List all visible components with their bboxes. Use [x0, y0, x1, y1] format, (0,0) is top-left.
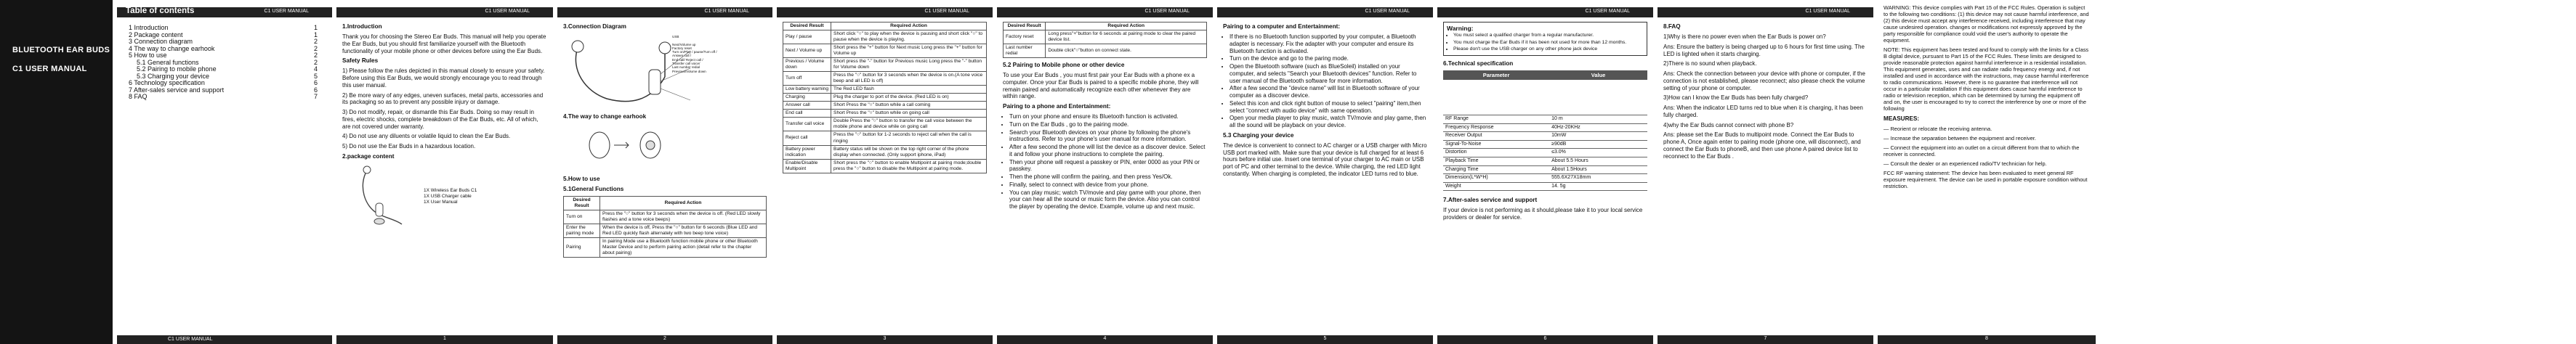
page-7	[1658, 0, 1873, 344]
page-1	[336, 0, 553, 344]
toc-item[interactable]: 5.1 General functions 2	[137, 58, 318, 66]
functions-table-end: Desired Result Required Action Factory reset Long press"+"button for 6 seconds at pairing mode to clear the paired device list. Last number redial Double click"○"button on connect state.	[1003, 22, 1207, 58]
aftersales-text: If your device is not performing as it should,please take it to your local service providers or dealer for service.	[1443, 207, 1643, 221]
table-row: Dimension(L*W*H) 555.6X27X18mm	[1443, 174, 1647, 183]
faq-item: Ans: When the indicator LED turns red to blue when it is charging, it has been fully charged.	[1663, 105, 1863, 118]
warning-box: Warning: • You must select a qualified charger from a regular manufacturer. • You must charge the Ear Buds if it has been not used for more than 12 months. • Please don't use the USB charger on any other phone jack device	[1443, 22, 1647, 56]
table-row: Frequency Response 40Hz-20KHz	[1443, 123, 1647, 132]
phone-pairing-steps: • Turn on your phone and ensure its Bluetooth function is activated. • Turn on the Ear Buds , go to the pairing mode. • Search your Bluetooth devices on your phone by following the phone's instructions. Refer to your phone's user manual for more information. • After a few second the phone will list the device as a discover device. Select it and follow your phone instructions to complete the pairing. • Then your phone will request a passkey or PIN, enter 0000 as your PIN or passkey. • Then the phone will confirm the pairing, and then press Yes/Ok. • Finally, select to connect with device from your phone. • You can play music; watch TV/movie and play game with your phone, then your can hear all the sound or music form the device. Also you can control the player by operating the device. Example, volume up and next music.	[1003, 113, 1207, 210]
earhook-heading: 4.The way to change earhook	[563, 113, 647, 120]
table-row: Turn off Press the "○" button for 3 seconds when the device is on.(A tone voice beep and all LED is off)	[783, 72, 987, 86]
table-row: Pairing In pairing Mode use a Bluetooth function mobile phone or other Bluetooth Master Device and to perform pairing action (detail refer to the chapter about pairing)	[564, 238, 767, 258]
diagram-labels: USB Next/Volume up Factory reset Turn on/Play / pause/Turn off / Answer call / End call/ Reject call / Transfer call voice/ Last number redial Previous/Volume down	[672, 35, 717, 73]
toc-title: Table of contents	[126, 7, 195, 15]
charging-heading: 5.3 Charging your device	[1223, 131, 1294, 139]
measure-item: — Reorient or relocate the receiving antenna.	[1883, 125, 1992, 132]
page-8	[1878, 0, 2096, 344]
page-footer: 1	[336, 335, 553, 344]
warning-title: Warning:	[1447, 25, 1474, 32]
fcc-note: NOTE: This equipment has been tested and found to comply with the limits for a Class B digital device, pursuant to Part 15 of the FCC Rules. These limits are designed to provide reasonable protection against harmful interference in a residential installation. This equipment generates, uses and can radiate radio frequency energy and, if not installed and used in accordance with the instructions, may cause harmful interference to radio communications. However, there is no guarantee that interference will not occur in a particular installation If this equipment does cause harmful interference to radio or television reception, which can be determined by turning the equipment off and on, the user is encouraged to try to correct the interference by one or more of the following	[1883, 46, 2089, 112]
page-header: C1 USER MANUAL	[336, 7, 553, 17]
page-footer: 5	[1217, 335, 1433, 344]
table-row: Enable/Disable Multipoint Short press the "○" button to enable Multipoint at pairing mode;double press the "○" button to disable the Multipoint at pairing mode.	[783, 159, 987, 173]
measure-item: — Connect the equipment into an outlet on a circuit different from that to which the receiver is connected.	[1883, 144, 2080, 157]
toc-item[interactable]: 5.3 Charging your device 5	[137, 72, 318, 80]
table-row: Playback Time About 5.5 Hours	[1443, 157, 1647, 166]
computer-pairing-steps: • If there is no Bluetooth function supported by your computer, a Bluetooth adapter is necessary. Fix the adapter with your computer and ensure its Bluetooth function is activated. • Turn on the device and go to the paring mode. • Open the Bluetooth software (such as BlueSoleil) installed on your computer, and selects "Search your Bluetooth devices" function. Refer to user manual of the Bluetooth software for more information. • After a few second the "device name" will list in Bluetooth software of your computer as a discover device. • Select this icon and click right button of mouse to select "pairing" item,then select "connect with audio device" with same operation. • Open your media player to play music, watch TV/movie and play game, then all the sound will be playback on your device.	[1223, 33, 1427, 129]
cover-subtitle: C1 USER MANUAL	[12, 65, 87, 73]
connection-diagram	[563, 33, 767, 112]
table-row: Last number redial Double click"○"button on connect state.	[1004, 44, 1207, 58]
toc-item[interactable]: 2 Package content 1	[129, 30, 318, 38]
page-4-content	[1003, 22, 1207, 213]
package-item: 1X User Manual	[424, 199, 458, 205]
cover-title: BLUETOOTH EAR BUDS	[12, 46, 110, 54]
functions-table: Desired Result Required Action Turn on Press the "○" button for 3 seconds when the device is off. (Red LED slowly flashes and a tone voice beeps) Enter the pairing mode When the device is off, Press the "○" button for 6 seconds (Blue LED and Red LED quickly flash alternately with two beep tone voice) Pairing In pairing Mode use a Bluetooth function mobile phone or other Bluetooth Master Device and to perform pairing action (detail refer to the chapter about pairing)	[563, 196, 767, 258]
page-2	[557, 0, 772, 344]
faq-item: 4)why the Ear Buds cannot connect with phone B?	[1663, 121, 1794, 128]
table-row: Receiver Output 10mW	[1443, 132, 1647, 141]
rf-warning: FCC RF warning statement: The device has been evaluated to meet general RF exposure requirement. The device can be used in portable exposure condition without restriction.	[1883, 169, 2088, 189]
package-illustration	[342, 163, 547, 229]
cover-panel	[0, 0, 113, 344]
general-functions-heading: 5.1General Functions	[563, 186, 624, 192]
page-header: C1 USER MANUAL	[777, 7, 993, 17]
faq-item: Ans: Ensure the battery is being charged up to 6 hours for first time using. The LED is lighted when it starts charging.	[1663, 43, 1865, 57]
diagram-heading: 3.Connection Diagram	[563, 23, 626, 30]
table-row: Enter the pairing mode When the device is off, Press the "○" button for 6 seconds (Blue LED and Red LED quickly flash alternately with two beep tone voice)	[564, 224, 767, 238]
page-footer: 7	[1658, 335, 1873, 344]
table-row: Factory reset Long press"+"button for 6 seconds at pairing mode to clear the paired device list.	[1004, 30, 1207, 44]
toc-page	[117, 0, 332, 344]
page-1-content	[342, 22, 547, 229]
faq-item: Ans: Check the connection between your device with phone or computer, if the connection is not established, please reconnect; also please check the volume setting of your phone or computer.	[1663, 70, 1865, 91]
page-footer: C1 USER MANUAL	[117, 335, 332, 344]
table-row: Previous / Volume down Short press the "-" button for Previous music Long press the "-" button for Volume down	[783, 58, 987, 72]
toc-item[interactable]: 4 The way to change earhook 2	[129, 44, 318, 52]
earhook-illustration	[563, 123, 767, 174]
package-heading: 2.package content	[342, 152, 395, 160]
toc-item[interactable]: 5.2 Pairing to mobile phone 4	[137, 65, 318, 73]
package-item: 1X Wireless Ear Buds C1	[424, 187, 477, 193]
earbuds-illustration	[358, 163, 409, 229]
toc-item[interactable]: 8 FAQ 7	[129, 93, 318, 100]
safety-rule: 4) Do not use any diluents or volatile liquid to clean the Ear Buds.	[342, 133, 511, 140]
faq-item: 2)There is no sound when playback.	[1663, 60, 1757, 67]
safety-rule: 3) Do not modify, repair, or dismantle this Ear Buds. Doing so may result in fires, electric shocks, complete breakdown of the Ear Buds, etc. All of which, are not covered under warranty.	[342, 109, 538, 130]
table-row: Next / Volume up Short press the "+" button for Next music Long press the "+" button for Volume up	[783, 44, 987, 58]
computer-pairing-heading: Pairing to a computer and Entertainment:	[1223, 23, 1341, 30]
table-row: RF Range 10 m	[1443, 115, 1647, 124]
table-row: End call Short Press the "○" button while on going call	[783, 110, 987, 118]
package-item: 1X USB Charger cable	[424, 193, 472, 199]
pairing-heading: 5.2 Pairing to Mobile phone or other device	[1003, 62, 1125, 69]
faq-heading: 8.FAQ	[1663, 23, 1681, 30]
header-manual-label: C1 USER MANUAL	[264, 9, 309, 14]
table-row: Low battery warning The Red LED flash	[783, 86, 987, 94]
table-row: Turn on Press the "○" button for 3 seconds when the device is off. (Red LED slowly flashes and a tone voice beeps)	[564, 210, 767, 224]
pairing-text: To use your Ear Buds , you must first pair your Ear Buds with a phone ex a computer. Once your Ear Buds is paired to a specific mobile phone, they will remain paired and automatically recognize each other whenever they are within range.	[1003, 72, 1199, 100]
page-header: C1 USER MANUAL	[1437, 7, 1653, 17]
page-footer: 8	[1878, 335, 2096, 344]
aftersales-heading: 7.After-sales service and support	[1443, 197, 1538, 204]
table-row: Distortion ≤3.0%	[1443, 149, 1647, 157]
intro-text: Thank you for choosing the Stereo Ear Buds. This manual will help you operate the Ear Buds, but you should first familiarize yourself with the Bluetooth functionality of your mobile phone or other devices before using the Ear Buds.	[342, 33, 546, 54]
table-row: Signal-To-Noise ≥90dB	[1443, 140, 1647, 149]
table-row: Play / pause Short click "○" to play when the device is pausing and short click "○" to pause when the device is playing.	[783, 30, 987, 44]
safety-rule: 2) Be more wary of any edges, uneven surfaces, metal parts, accessories and its packaging so as to prevent any possible injury or damage.	[342, 91, 544, 106]
page-7-content	[1663, 22, 1868, 163]
page-header: C1 USER MANUAL	[1217, 7, 1433, 17]
toc-item[interactable]: 5 How to use 2	[129, 52, 318, 59]
page-6-content	[1443, 22, 1647, 224]
faq-item: Ans: please set the Ear Buds to multipoint mode. Connect the Ear Buds to phone A, Once again enter to pairing mode (phone one, will disconnect), and connect the Ear Buds to phoneB, and then use phone A paired device list to reconnect to the Ear Buds .	[1663, 131, 1861, 160]
measure-item: — Increase the separation between the equipment and receiver.	[1883, 134, 2036, 142]
safety-rule: 1) Please follow the rules depicted in this manual closely to ensure your safety. Before using this Ear Buds, we would strongly encourage you to read through this user manual.	[342, 67, 545, 89]
use-heading: 5.How to use	[563, 176, 600, 182]
toc-item[interactable]: 1 Introduction 1	[129, 24, 318, 31]
page-3	[777, 0, 993, 344]
page-footer: 3	[777, 335, 993, 344]
page-4	[997, 0, 1213, 344]
fcc-warning: WARNING: This device complies with Part 15 of the FCC Rules. Operation is subject to the following two conditions: (1) this device may not cause harmful interference, and (2) this device must accept any interference received, including interference that may cause undesired operation. changes or modifications not expressly approved by the party responsible for compliance could void the user's authority to operate the equipment.	[1883, 4, 2089, 44]
page-6	[1437, 0, 1653, 344]
page-5-content	[1223, 22, 1427, 181]
safety-rule: 5) Do not use the Ear Buds in a hazardous location.	[342, 143, 476, 150]
page-3-content	[783, 22, 987, 173]
page-header: C1 USER MANUAL	[997, 7, 1213, 17]
measure-item: — Consult the dealer or an experienced radio/TV technician for help.	[1883, 160, 2047, 167]
table-row: Transfer call voice Double Press the "○" button to transfer the call voice between the mobile phone and device while on going call	[783, 118, 987, 131]
page-header	[117, 7, 332, 17]
phone-pairing-heading: Pairing to a phone and Entertainment:	[1003, 103, 1111, 110]
measures-heading: MEASURES:	[1883, 115, 1920, 122]
table-row: Answer call Short Press the "○" button while a call coming	[783, 102, 987, 110]
page-header: C1 USER MANUAL	[557, 7, 772, 17]
page-2-content	[563, 22, 767, 258]
page-footer: 2	[557, 335, 772, 344]
page-footer: 6	[1437, 335, 1653, 344]
toc-item[interactable]: 7 After-sales service and support 6	[129, 86, 318, 94]
spec-table: Parameter Value RF Range 10 m Frequency Response 40Hz-20KHz Receiver Output 10mW Signal-To-Noise ≥90dB Distortion ≤3.0% Playback Time About 5.5 Hours Charging Time About 1.5Hours Dimension(L*W*H) 555.6X27X18mm Weight 14. 5g	[1443, 70, 1647, 191]
page-footer: 4	[997, 335, 1213, 344]
table-row: Reject call Press the "○" button for 1-2 seconds to reject call when the call is ringing	[783, 131, 987, 145]
table-row: Weight 14. 5g	[1443, 182, 1647, 191]
toc-item[interactable]: 6 Technology specification 6	[129, 79, 318, 86]
toc-item[interactable]: 3 Connection diagram 2	[129, 38, 318, 45]
faq-item: 3)How can I know the Ear Buds has been fully charged?	[1663, 94, 1809, 102]
table-row: Charging Plug the charger to port of the device. (Red LED is on)	[783, 94, 987, 102]
safety-heading: Safety Rules	[342, 57, 379, 65]
page-8-content	[1883, 4, 2090, 192]
table-row: Charging Time About 1.5Hours	[1443, 165, 1647, 174]
toc-list	[129, 24, 318, 100]
charging-text: The device is convenient to connect to AC charger or a USB charger with Micro USB port marked with. Make sure that your device is full charged for at least 6 hours before initial use. Insert one terminal of your charger to AC main or USB port of PC and other terminal to the device. While charging, the red LED light constantly. When charging is completed, the indicator LED turns red to blue.	[1223, 142, 1427, 177]
page-header: C1 USER MANUAL	[1658, 7, 1873, 17]
page-5	[1217, 0, 1433, 344]
functions-table-continued: Desired Result Required Action Play / pause Short click "○" to play when the device is pausing and short click "○" to pause when the device is playing. Next / Volume up Short press the "+" button for Next music Long press the "+" button for Volume up Previous / Volume down Short press the "-" button for Previous music Long press the "-" button for Volume down Turn off Press the "○" button for 3 seconds when the device is on.(A tone voice beep and all LED is off) Low battery warning The Red LED flash Charging Plug the charger to port of the device. (Red LED is on) Answer call Short Press the "○" button while a call coming End call Short Press the "○" button while on going call Transfer call voice Double Press the "○" button to transfer the call voice between the mobile phone and device while on going call Reject call Press the "○" button for 1-2 seconds to reject call when the call is ringing Battery power indication Battery status will be shown on the top right corner of the phone display when connected. (Only support iphone, iPad) Enable/Disable Multipoint Short press the "○" button to enable Multipoint at pairing mode;double press the "○" button to disable the Multipoint at pairing mode.	[783, 22, 987, 173]
table-row: Battery power indication Battery status will be shown on the top right corner of the phone display when connected. (Only support iphone, iPad)	[783, 145, 987, 159]
package-list	[424, 188, 477, 205]
intro-heading: 1.Introduction	[342, 23, 382, 30]
faq-item: 1)Why is there no power even when the Ear Buds is power on?	[1663, 33, 1826, 40]
spec-heading: 6.Technical specification	[1443, 60, 1514, 67]
